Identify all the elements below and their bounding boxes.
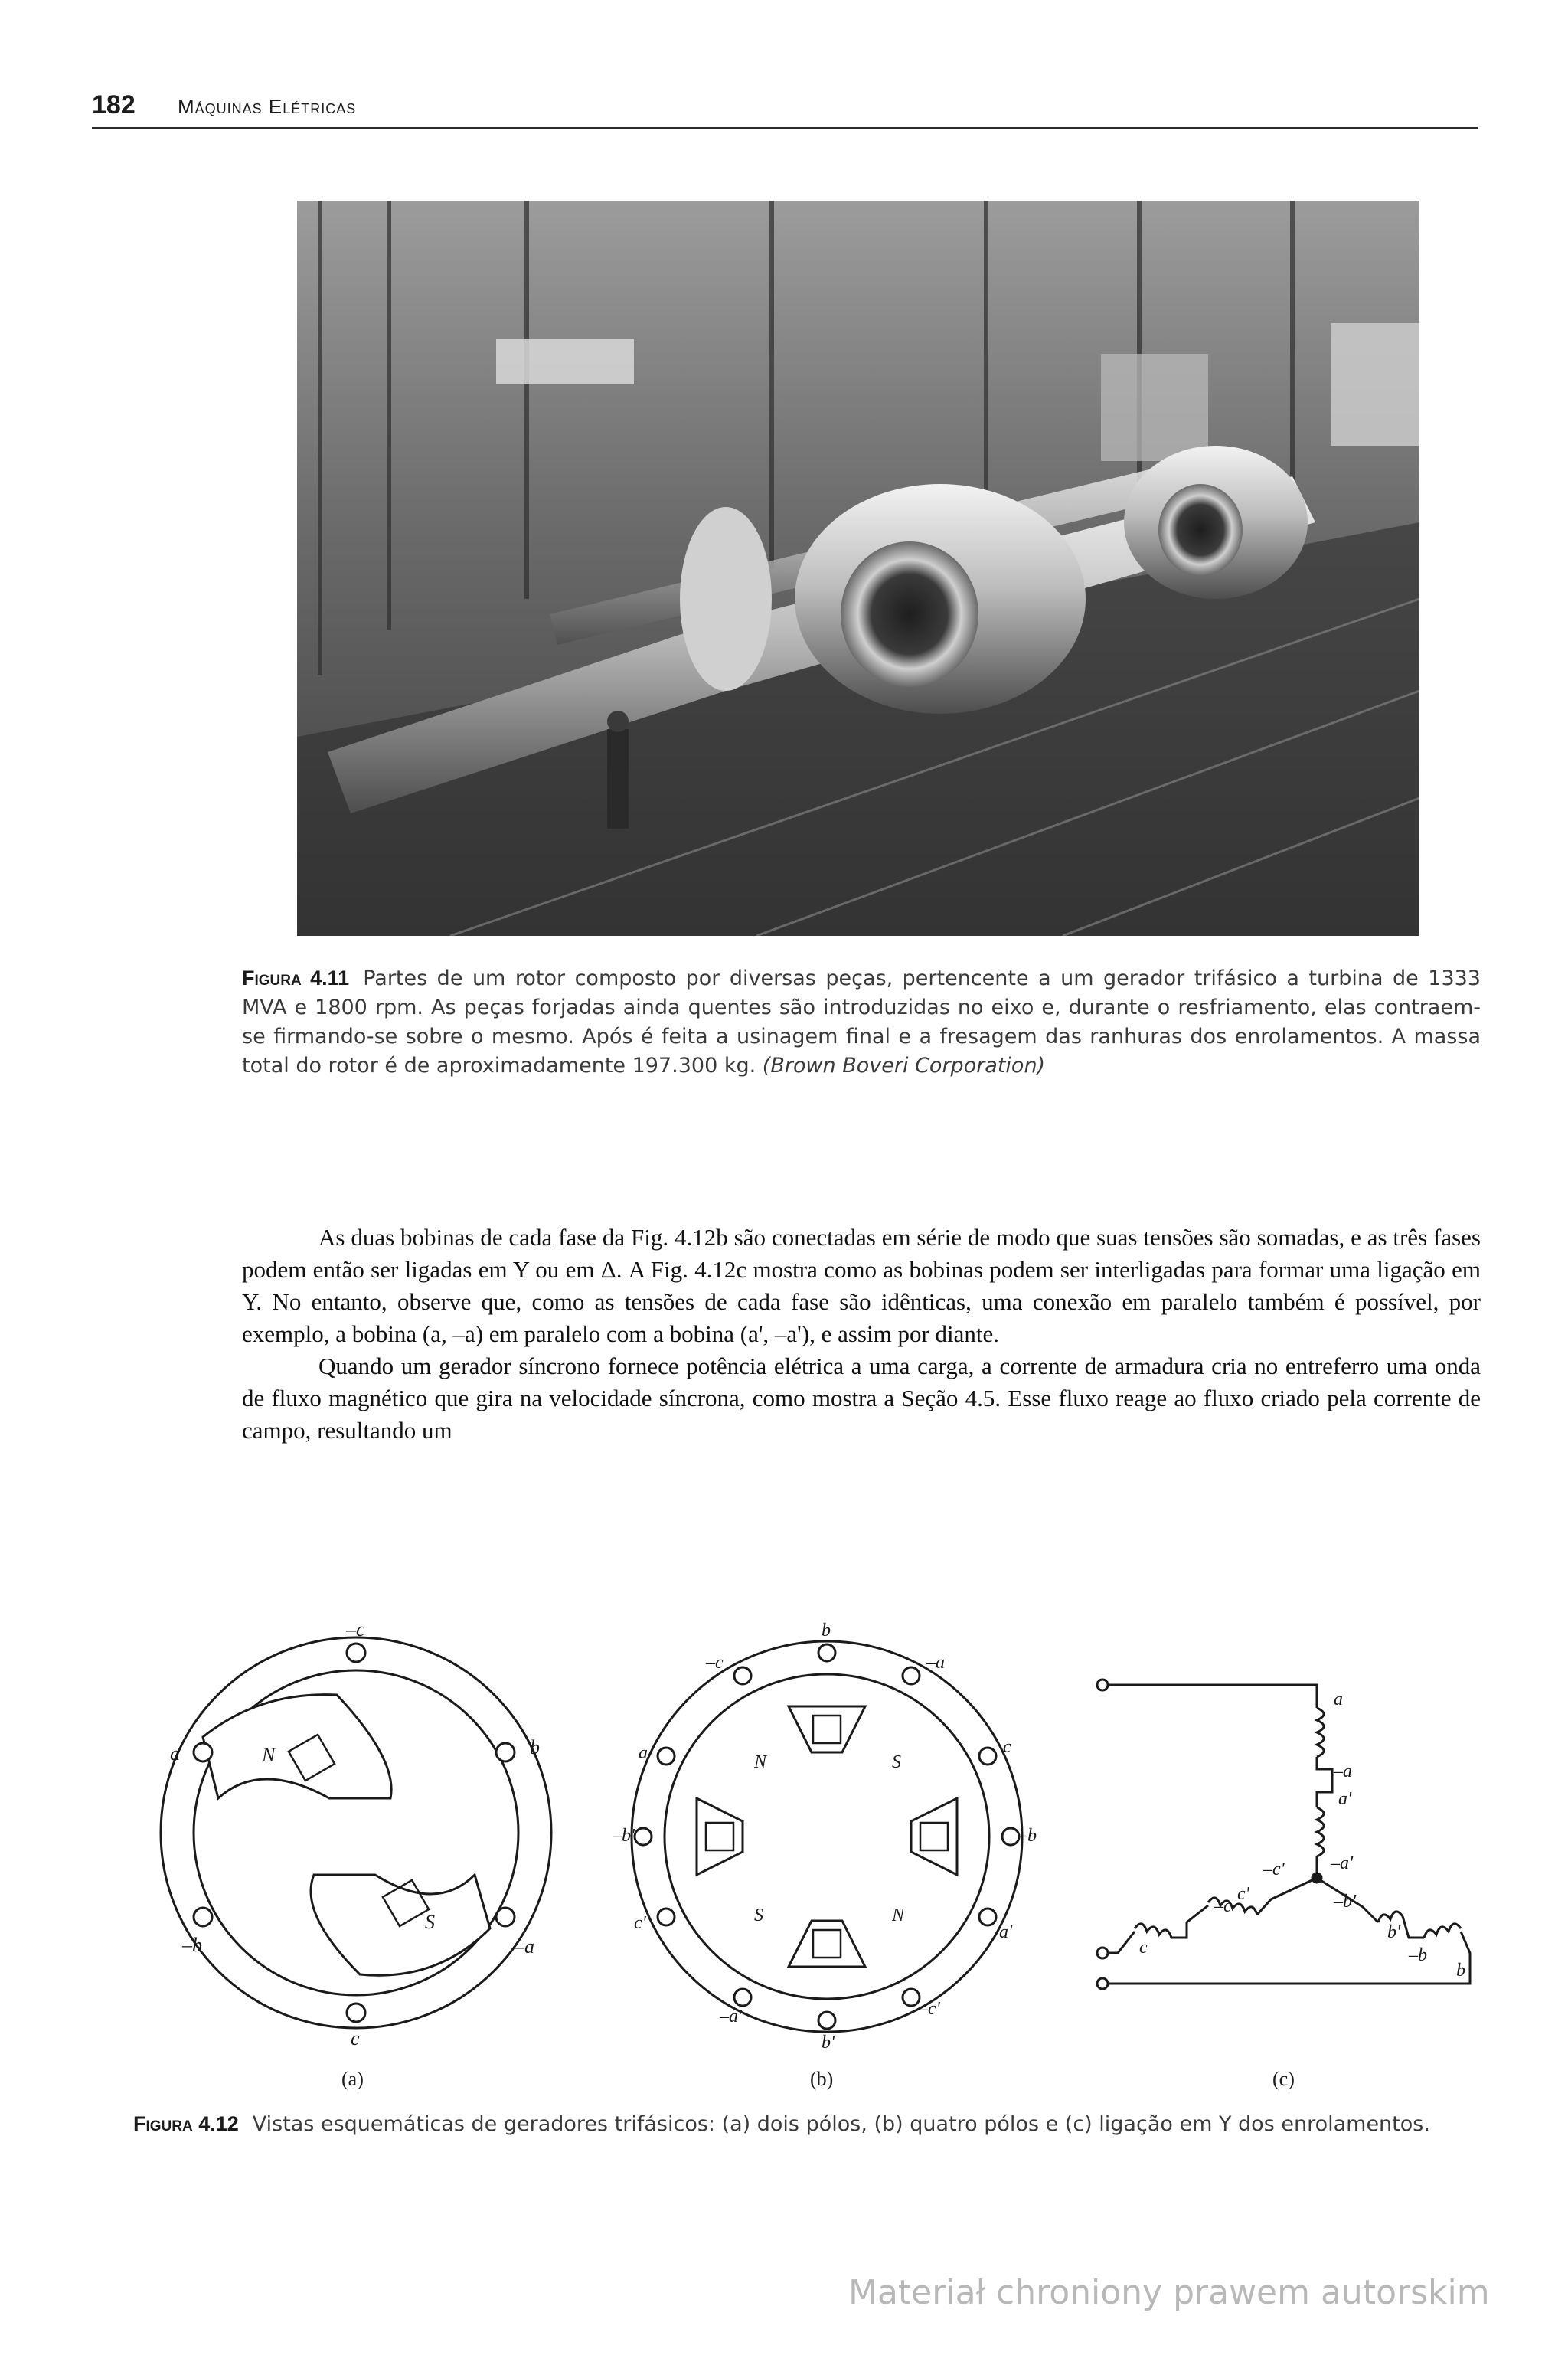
- label-neg-a: –a: [1334, 1761, 1352, 1781]
- label-b-prime: b': [1387, 1922, 1401, 1942]
- label-neg-c-prime: –c': [919, 1999, 940, 2019]
- paragraph: As duas bobinas de cada fase da Fig. 4.12b são conectadas em série de modo que suas tensões são somadas, e as três fases podem então ser ligadas em Y ou em Δ. A Fig. 4.12c mostra como as bobinas podem ser interligadas para formar uma ligação em Y. No entanto, observe que, como as tensões de cada fase são idênticas, uma conexão em paralelo também é possível, por exemplo, a bobina (a, –a) em paralelo com a bobina (a', –a'), e assim por diante.: [242, 1224, 1481, 1347]
- figure-4-11-caption: [242, 963, 1481, 1081]
- label-neg-c: –c: [706, 1653, 724, 1673]
- pole-n: N: [892, 1905, 905, 1925]
- label-neg-c: –c: [1214, 1896, 1232, 1916]
- paragraph: Quando um gerador síncrono fornece potência elétrica a uma carga, a corrente de armadura cria no entreferro uma onda de fluxo magnético que gira na velocidade síncrona, como mostra a Seção 4.5. Esse fluxo reage ao fluxo criado pela corrente de campo, resultando um: [242, 1353, 1481, 1444]
- body-text: [242, 1222, 1481, 1447]
- label-a-prime: a': [1338, 1789, 1352, 1809]
- label-neg-a-prime: –a': [720, 2007, 743, 2026]
- page-header: [92, 89, 1478, 129]
- label-a: a: [639, 1743, 648, 1763]
- label-neg-a: –a: [514, 1935, 534, 1958]
- rotor-factory-photo: [297, 201, 1419, 936]
- figure-4-12c-y-connection-diagram: [1087, 1647, 1485, 2030]
- label-c-prime: c': [634, 1913, 646, 1933]
- label-neg-b-prime: –b': [1334, 1892, 1357, 1912]
- label-b: b: [822, 1622, 831, 1640]
- label-c-prime: c': [1237, 1884, 1250, 1904]
- subfigure-label-a: (a): [341, 2068, 364, 2090]
- caption-text: Partes de um rotor composto por diversas peças, pertencente a um gerador trifásico a turbina de 1333 MVA e 1800 rpm. As peças forjadas ainda quentes são introduzidas no eixo e, durante o resfriamento, elas contraem-se firmando-se sobre o mesmo. Após é feita a usinagem final e a fresagem das ranhuras dos enrolamentos. A massa total do rotor é de aproximadamente 197.300 kg.: [242, 967, 1481, 1078]
- label-neg-b: –b: [1409, 1945, 1427, 1965]
- caption-text: Vistas esquemáticas de geradores trifásicos: (a) dois pólos, (b) quatro pólos e (c) ligação em Y dos enrolamentos.: [252, 2112, 1430, 2136]
- label-a: a: [170, 1742, 180, 1765]
- pole-n: N: [754, 1752, 767, 1772]
- photo-credit: (Brown Boveri Corporation): [762, 1054, 1046, 1078]
- label-c: c: [351, 2027, 360, 2049]
- label-c: c: [1003, 1737, 1011, 1757]
- pole-s: S: [425, 1911, 435, 1933]
- subfigure-label-c: (c): [1272, 2068, 1295, 2090]
- label-neg-b-prime: –b': [612, 1826, 635, 1846]
- figure-label: Figura 4.11: [242, 967, 350, 990]
- label-b-prime: b': [822, 2033, 835, 2051]
- label-neg-b: –b: [1018, 1826, 1037, 1846]
- label-b: b: [1456, 1961, 1465, 1981]
- pole-n: N: [262, 1744, 276, 1766]
- label-neg-a: –a: [926, 1653, 945, 1673]
- figure-label: Figura 4.12: [133, 2112, 239, 2135]
- running-title: Máquinas Elétricas: [178, 95, 357, 118]
- copyright-watermark: Materiał chroniony prawem autorskim: [848, 2273, 1490, 2312]
- figure-4-12a-two-pole-diagram: [145, 1622, 574, 2051]
- label-neg-c: –c: [346, 1622, 365, 1640]
- label-neg-c-prime: –c': [1263, 1860, 1285, 1879]
- subfigure-label-b: (b): [810, 2068, 834, 2090]
- figure-4-12-caption: [133, 2109, 1481, 2139]
- label-b: b: [530, 1736, 540, 1758]
- pole-s: S: [892, 1752, 901, 1772]
- label-neg-b: –b: [182, 1934, 202, 1956]
- label-neg-a-prime: –a': [1331, 1853, 1354, 1873]
- figure-4-12b-four-pole-diagram: [612, 1622, 1041, 2051]
- page-number: 182: [92, 90, 136, 119]
- label-c: c: [1139, 1938, 1148, 1958]
- label-a-prime: a': [999, 1922, 1013, 1942]
- pole-s: S: [754, 1905, 763, 1925]
- label-a: a: [1334, 1690, 1343, 1709]
